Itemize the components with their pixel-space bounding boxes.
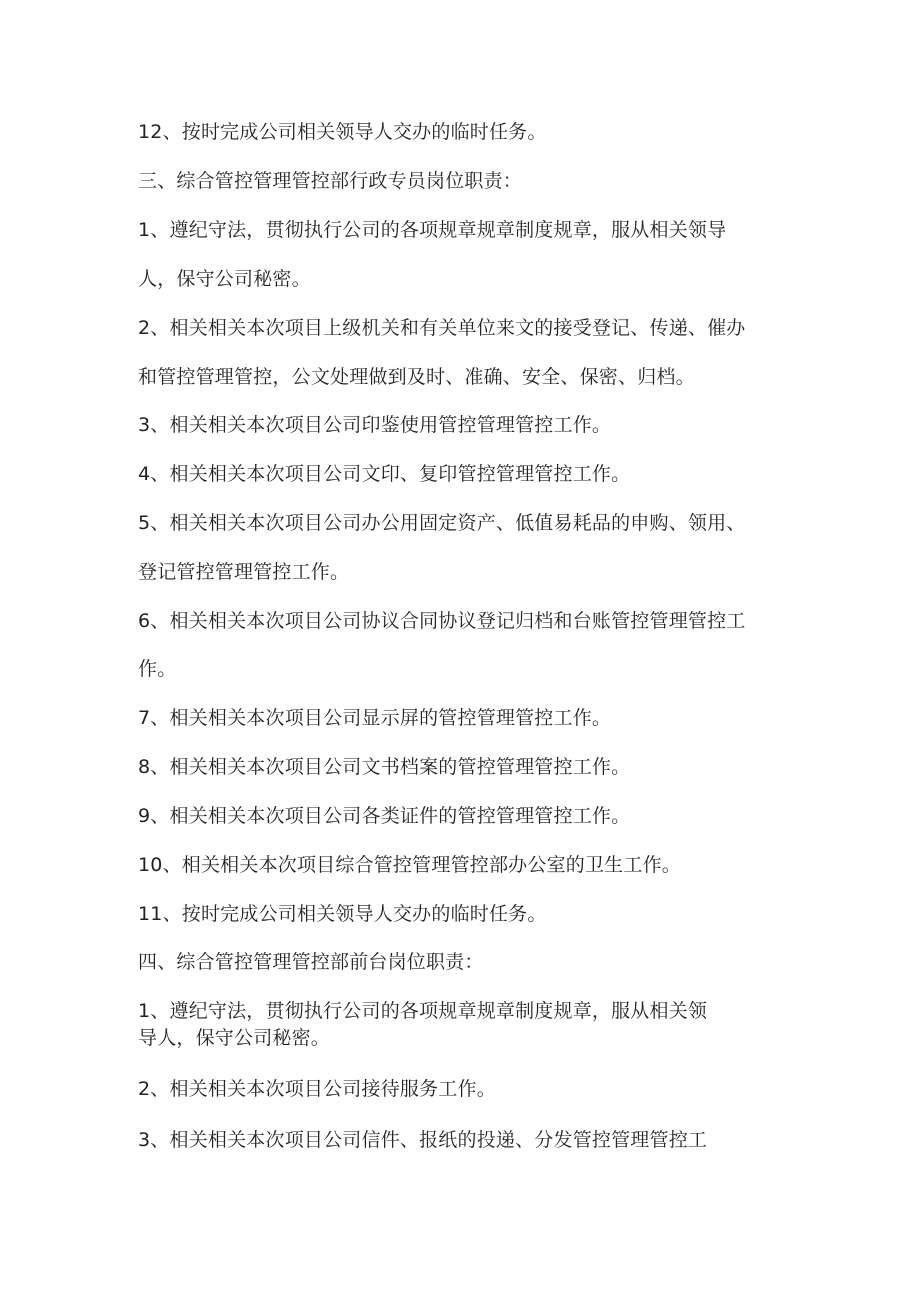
duty-item-2-continuation: 和管控管理管控，公文处理做到及时、准确、安全、保密、归档。	[138, 366, 695, 388]
duty-item-7: 7、相关相关本次项目公司显示屏的管控管理管控工作。	[138, 707, 612, 729]
section-heading-front-desk: 四、综合管控管理管控部前台岗位职责：	[138, 951, 484, 973]
section-heading-admin-specialist: 三、综合管控管理管控部行政专员岗位职责：	[138, 170, 523, 192]
duty-item-11: 11、按时完成公司相关领导人交办的临时任务。	[138, 903, 547, 925]
duty-item-1: 1、遵纪守法，贯彻执行公司的各项规章规章制度规章，服从相关领导	[138, 219, 727, 241]
duty-item-1-continuation: 人，保守公司秘密。	[138, 268, 311, 290]
duty-item-10: 10、相关相关本次项目综合管控管理管控部办公室的卫生工作。	[138, 854, 681, 876]
front-desk-item-2: 2、相关相关本次项目公司接待服务工作。	[138, 1078, 496, 1100]
duty-item-12: 12、按时完成公司相关领导人交办的临时任务。	[138, 121, 547, 143]
duty-item-4: 4、相关相关本次项目公司文印、复印管控管理管控工作。	[138, 463, 631, 485]
front-desk-item-3: 3、相关相关本次项目公司信件、报纸的投递、分发管控管理管控工	[138, 1129, 708, 1151]
duty-item-8: 8、相关相关本次项目公司文书档案的管控管理管控工作。	[138, 756, 631, 778]
duty-item-2: 2、相关相关本次项目上级机关和有关单位来文的接受登记、传递、催办	[138, 317, 746, 339]
front-desk-item-1-continuation: 导人，保守公司秘密。	[138, 1027, 331, 1049]
duty-item-6: 6、相关相关本次项目公司协议合同协议登记归档和台账管控管理管控工	[138, 610, 746, 632]
duty-item-5-continuation: 登记管控管理管控工作。	[138, 561, 350, 583]
duty-item-5: 5、相关相关本次项目公司办公用固定资产、低值易耗品的申购、领用、	[138, 512, 746, 534]
duty-item-6-continuation: 作。	[138, 658, 177, 680]
front-desk-item-1: 1、遵纪守法，贯彻执行公司的各项规章规章制度规章，服从相关领	[138, 1000, 708, 1022]
duty-item-3: 3、相关相关本次项目公司印鉴使用管控管理管控工作。	[138, 414, 612, 436]
duty-item-9: 9、相关相关本次项目公司各类证件的管控管理管控工作。	[138, 805, 631, 827]
